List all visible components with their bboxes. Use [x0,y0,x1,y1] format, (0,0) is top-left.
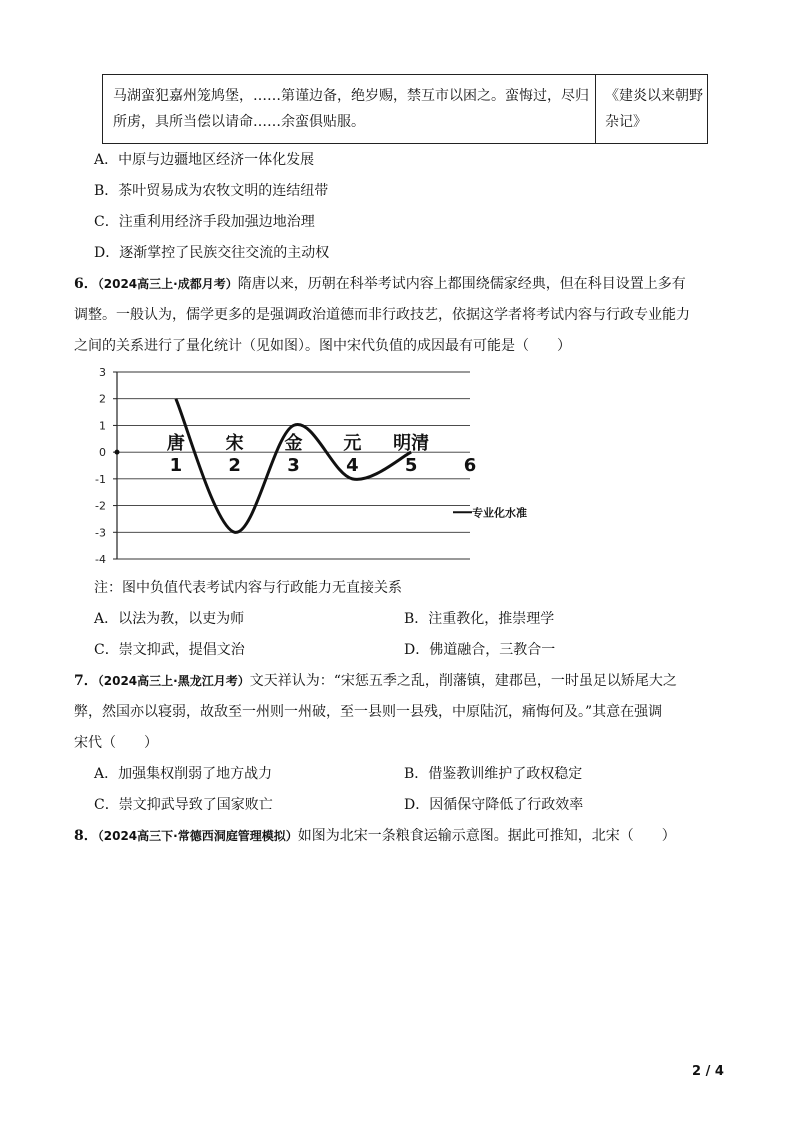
chart-x-tick-label: 3 [287,455,300,477]
q6-stem-line-3: 之间的关系进行了量化统计（见如图）。图中宋代负值的成因最有可能是（ ） [74,338,571,354]
q8-number: 8． [74,828,98,844]
page-number: 2 / 4 [692,1064,724,1079]
chart-y-tick-label: -3 [95,526,106,540]
chart-y-ticks [95,366,106,565]
q6-option-d[interactable]: D．佛道融合，三教合一 [404,642,556,658]
chart-origin-dot [115,450,120,455]
chart-x-tick-label: 1 [169,455,183,477]
q7-text-1: 文天祥认为：“宋惩五季之乱，削藩镇，建郡邑，一时虽足以矫尾大之 [249,673,677,689]
quote-source: 《建炎以来朝野杂记》 [605,88,703,130]
quote-text: 马湖蛮犯嘉州笼鸠堡，……第谨边备，绝岁赐，禁互市以困之。蛮悔过，尽归所虏，具所当偿以请命……余蛮俱贴服。 [113,88,589,130]
chart-category-label: 元 [343,433,362,455]
q6-stem-line-1 [74,274,686,294]
chart-category-label: 明清 [393,433,430,455]
chart-x-tick-label: 4 [346,455,359,477]
chart-y-tick-label: 2 [99,392,106,406]
q8-meta: （2024高三下·常德西洞庭管理模拟） [97,829,298,843]
q7-meta: （2024高三上·黑龙江月考） [97,674,250,688]
quote-table [102,74,708,144]
chart-category-label: 宋 [225,433,244,455]
q5-option-d[interactable]: D．逐渐掌控了民族交往交流的主动权 [94,245,330,261]
q8-stem [74,826,676,846]
q8-text: 如图为北宋一条粮食运输示意图。据此可推知，北宋（ ） [297,828,676,844]
chart-x-tick-label: 6 [463,455,477,477]
q6-note: 注：图中负值代表考试内容与行政能力无直接关系 [94,580,402,596]
q7-stem-line-1 [74,671,677,691]
q5-option-c[interactable]: C．注重利用经济手段加强边地治理 [94,214,315,230]
q5-option-b[interactable]: B．茶叶贸易成为农牧文明的连结纽带 [94,183,329,199]
chart-y-tick-label: 0 [99,446,106,460]
chart-x-tick-label: 2 [228,455,241,477]
chart-x-ticks [170,455,477,476]
q7-stem-line-3: 宋代（ ） [74,735,158,751]
q6-option-c[interactable]: C．崇文抑武，提倡文治 [94,642,245,658]
q7-option-a[interactable]: A．加强集权削弱了地方战力 [94,766,273,782]
q5-option-a[interactable]: A．中原与边疆地区经济一体化发展 [94,152,315,168]
chart-categories [167,432,429,454]
legend-label: 专业化水准 [472,506,527,520]
q6-number: 6． [74,276,98,292]
q6-chart [88,360,558,565]
q6-meta: （2024高三上·成都月考） [97,277,238,291]
chart-y-tick-label: -2 [95,499,106,513]
q6-option-b[interactable]: B．注重教化，推崇理学 [404,611,555,627]
q7-number: 7． [74,673,98,689]
chart-category-label: 金 [284,433,303,455]
chart-x-tick-label: 5 [404,455,418,477]
q7-option-d[interactable]: D．因循保守降低了行政效率 [404,797,584,813]
chart-y-tick-label: -1 [95,472,106,486]
q7-option-c[interactable]: C．崇文抑武导致了国家败亡 [94,797,273,813]
q6-option-a[interactable]: A．以法为教，以吏为师 [94,611,245,627]
q6-text-1: 隋唐以来，历朝在科举考试内容上都围绕儒家经典，但在科目设置上多有 [237,276,686,292]
chart-y-tick-label: -4 [95,553,106,565]
chart-category-label: 唐 [166,433,185,455]
q7-stem-line-2: 弊，然国亦以寝弱，故敌至一州则一州破，至一县则一县残，中原陆沉，痛悔何及。”其意在强调 [74,704,663,720]
table-divider [595,75,596,143]
chart-y-tick-label: 1 [99,419,106,433]
q6-stem-line-2: 调整。一般认为，儒学更多的是强调政治道德而非行政技艺，依据这学者将考试内容与行政专业能力 [74,307,690,323]
q7-option-b[interactable]: B．借鉴教训维护了政权稳定 [404,766,583,782]
chart-y-tick-label: 3 [99,366,106,379]
